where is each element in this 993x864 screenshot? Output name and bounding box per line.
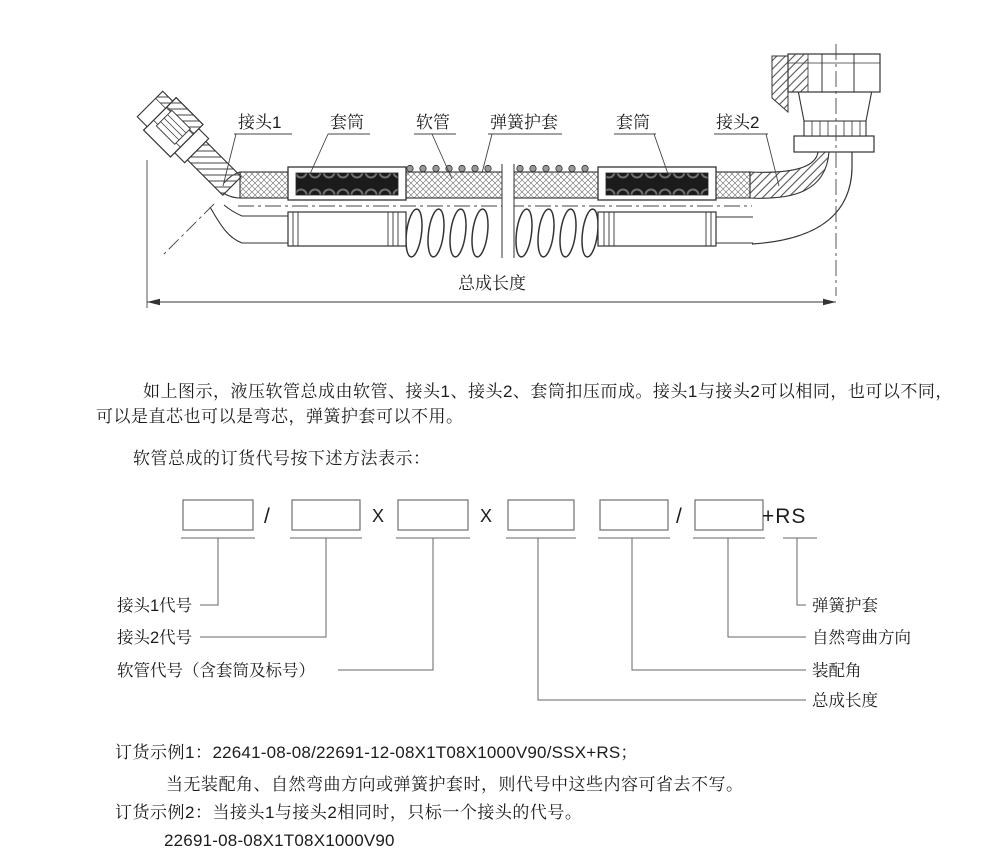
sleeve-right-part — [598, 167, 716, 200]
label-assembly-angle: 装配角 — [812, 662, 862, 680]
hose-section — [238, 165, 752, 206]
hose-exterior — [210, 205, 753, 258]
ferrule-left — [288, 212, 406, 246]
fitting-joint2 — [750, 44, 880, 296]
example1-line — [115, 742, 638, 764]
description-line1: 如上图示，液压软管总成由软管、接头1、接头2、套筒扣压而成。接头1与接头2可以相同，也可以不同， — [143, 382, 953, 401]
code-box-angle — [600, 500, 668, 530]
part-label-joint1: 接头1 — [238, 113, 282, 132]
ordering-code-diagram — [0, 490, 993, 725]
example1-note: 当无装配角、自然弯曲方向或弹簧护套时，则代号中这些内容可省去不写。 — [166, 775, 744, 794]
part-label-spring-guard: 弹簧护套 — [490, 113, 558, 132]
part-label-sleeve-left: 套筒 — [330, 113, 364, 132]
label-spring-guard: 弹簧护套 — [812, 597, 878, 615]
label-joint2-code: 接头2代号 — [117, 629, 193, 647]
separator-x-2: X — [480, 506, 493, 526]
code-field-labels — [117, 596, 911, 710]
label-bend-direction: 自然弯曲方向 — [812, 629, 911, 647]
fitting-joint1 — [134, 88, 249, 256]
code-box-direction — [695, 500, 763, 530]
part-label-hose: 软管 — [416, 113, 450, 132]
label-hose-code: 软管代号（含套筒及标号） — [117, 662, 315, 680]
dimension-label: 总成长度 — [458, 274, 526, 293]
suffix-rs: +RS — [762, 505, 807, 528]
example2-line — [115, 802, 582, 824]
code-format-intro: 软管总成的订货代号按下述方法表示： — [133, 449, 431, 468]
example1-label: 订货示例1： — [115, 743, 213, 762]
ferrule-right — [598, 212, 716, 246]
separator-slash-1: / — [264, 505, 270, 528]
sleeve-left-part — [288, 167, 406, 200]
code-box-joint2 — [292, 500, 360, 530]
label-joint1-code: 接头1代号 — [117, 597, 193, 615]
hose-assembly-drawing — [0, 0, 993, 345]
example2-code: 22691-08-08X1T08X1000V90 — [164, 831, 395, 850]
code-box-length — [508, 500, 574, 530]
spring-guard-dots — [407, 165, 588, 171]
description-line2: 可以是直芯也可以是弯芯，弹簧护套可以不用。 — [96, 407, 464, 426]
label-overall-length: 总成长度 — [812, 692, 878, 710]
code-box-joint1 — [183, 500, 253, 530]
separator-x-1: X — [372, 506, 385, 526]
example2-text: 当接头1与接头2相同时，只标一个接头的代号。 — [212, 803, 583, 822]
separator-slash-2: / — [676, 505, 682, 528]
example2-label: 订货示例2： — [115, 803, 213, 822]
part-label-sleeve-right: 套筒 — [616, 113, 650, 132]
example1-code: 22641-08-08/22691-12-08X1T08X1000V90/SSX+RS； — [212, 743, 638, 762]
break-lines — [502, 163, 514, 259]
code-box-hose — [398, 500, 468, 530]
part-label-joint2: 接头2 — [716, 113, 760, 132]
fitting1-axis-line — [162, 204, 214, 256]
